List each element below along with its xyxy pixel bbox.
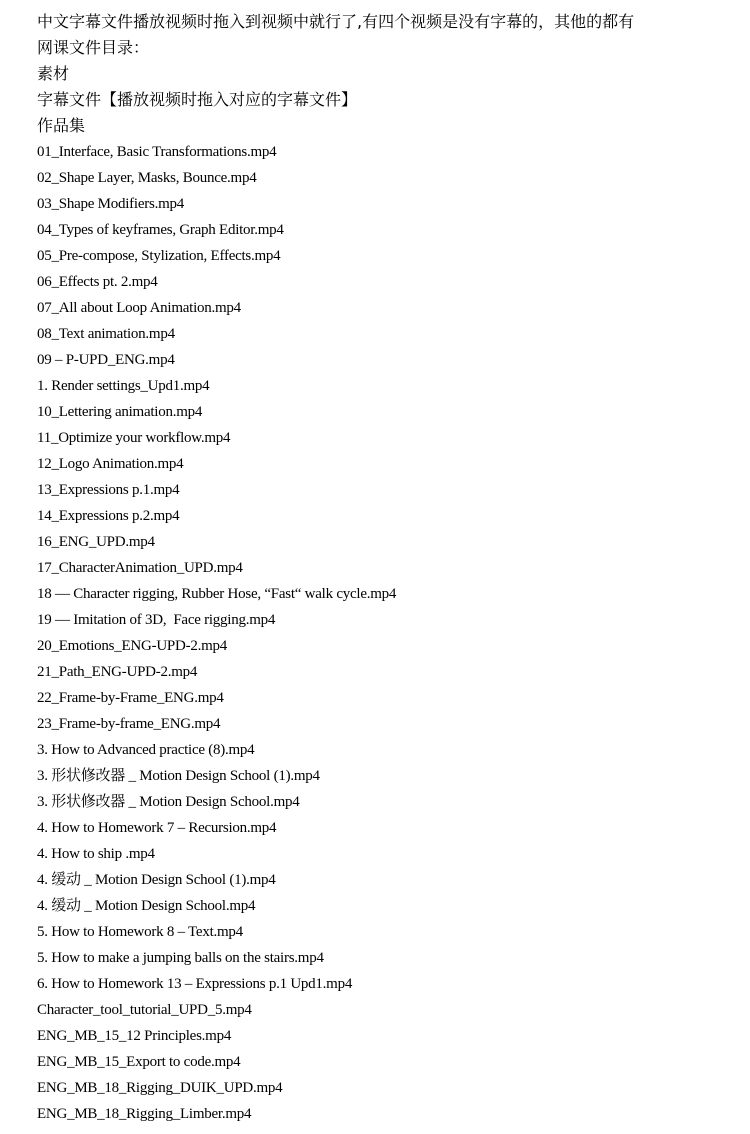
file-list-item: 4. How to Homework 7 – Recursion.mp4 — [37, 820, 277, 836]
folder-item-subtitles: 字幕文件【播放视频时拖入对应的字幕文件】 — [37, 90, 358, 109]
file-list-item: 6. How to Homework 13 – Expressions p.1 Upd1.mp4 — [37, 976, 353, 992]
file-list-item: 1. Render settings_Upd1.mp4 — [37, 378, 210, 394]
file-list-item: 3. 形状修改器 _ Motion Design School.mp4 — [37, 794, 300, 810]
file-list-item: 01_Interface, Basic Transformations.mp4 — [37, 144, 277, 160]
file-list-item: 22_Frame-by-Frame_ENG.mp4 — [37, 690, 224, 706]
file-list-item: 05_Pre-compose, Stylization, Effects.mp4 — [37, 248, 281, 264]
file-list-item: 12_Logo Animation.mp4 — [37, 456, 184, 472]
folder-item-materials: 素材 — [37, 64, 70, 83]
file-list-item: 5. How to make a jumping balls on the stairs.mp4 — [37, 950, 324, 966]
file-list-item: 5. How to Homework 8 – Text.mp4 — [37, 924, 243, 940]
file-list-item: ENG_MB_18_Rigging_Limber.mp4 — [37, 1106, 252, 1122]
file-list-item: 14_Expressions p.2.mp4 — [37, 508, 180, 524]
file-list-item: 19 — Imitation of 3D, Face rigging.mp4 — [37, 612, 276, 628]
file-list-item: 17_CharacterAnimation_UPD.mp4 — [37, 560, 243, 576]
file-list-item: 11_Optimize your workflow.mp4 — [37, 430, 231, 446]
file-list-item: 09 – P-UPD_ENG.mp4 — [37, 352, 175, 368]
document-body — [37, 9, 737, 1127]
file-list-item: ENG_MB_18_Rigging_DUIK_UPD.mp4 — [37, 1080, 283, 1096]
file-list-item: Character_tool_tutorial_UPD_5.mp4 — [37, 1002, 252, 1018]
file-list-item: 07_All about Loop Animation.mp4 — [37, 300, 241, 316]
file-list-item: 06_Effects pt. 2.mp4 — [37, 274, 158, 290]
file-list-item: 13_Expressions p.1.mp4 — [37, 482, 180, 498]
file-list-item: 3. 形状修改器 _ Motion Design School (1).mp4 — [37, 768, 320, 784]
file-list-item: 4. 缓动 _ Motion Design School (1).mp4 — [37, 872, 276, 888]
file-list-item: 18 — Character rigging, Rubber Hose, “Fast“ walk cycle.mp4 — [37, 586, 397, 602]
folder-item-portfolio: 作品集 — [37, 116, 86, 135]
file-list-item: 20_Emotions_ENG-UPD-2.mp4 — [37, 638, 227, 654]
file-list-item: 3. How to Advanced practice (8).mp4 — [37, 742, 255, 758]
file-list-item: ENG_MB_15_Export to code.mp4 — [37, 1054, 241, 1070]
file-list-item: ENG_MB_15_12 Principles.mp4 — [37, 1028, 232, 1044]
file-list-item: 03_Shape Modifiers.mp4 — [37, 196, 184, 212]
file-list-item: 04_Types of keyframes, Graph Editor.mp4 — [37, 222, 284, 238]
file-list-item: 10_Lettering animation.mp4 — [37, 404, 203, 420]
file-list-item: 4. How to ship .mp4 — [37, 846, 155, 862]
file-list-item: 02_Shape Layer, Masks, Bounce.mp4 — [37, 170, 257, 186]
file-list-item: 23_Frame-by-frame_ENG.mp4 — [37, 716, 221, 732]
page-title: 网课文件目录： — [37, 38, 150, 57]
file-list-item: 4. 缓动 _ Motion Design School.mp4 — [37, 898, 256, 914]
file-list-item: 08_Text animation.mp4 — [37, 326, 175, 342]
subtitle-note: 中文字幕文件播放视频时拖入到视频中就行了,有四个视频是没有字幕的，其他的都有 — [37, 12, 635, 31]
file-list-item: 16_ENG_UPD.mp4 — [37, 534, 155, 550]
file-list-item: 21_Path_ENG-UPD-2.mp4 — [37, 664, 198, 680]
file-list — [37, 139, 737, 1127]
